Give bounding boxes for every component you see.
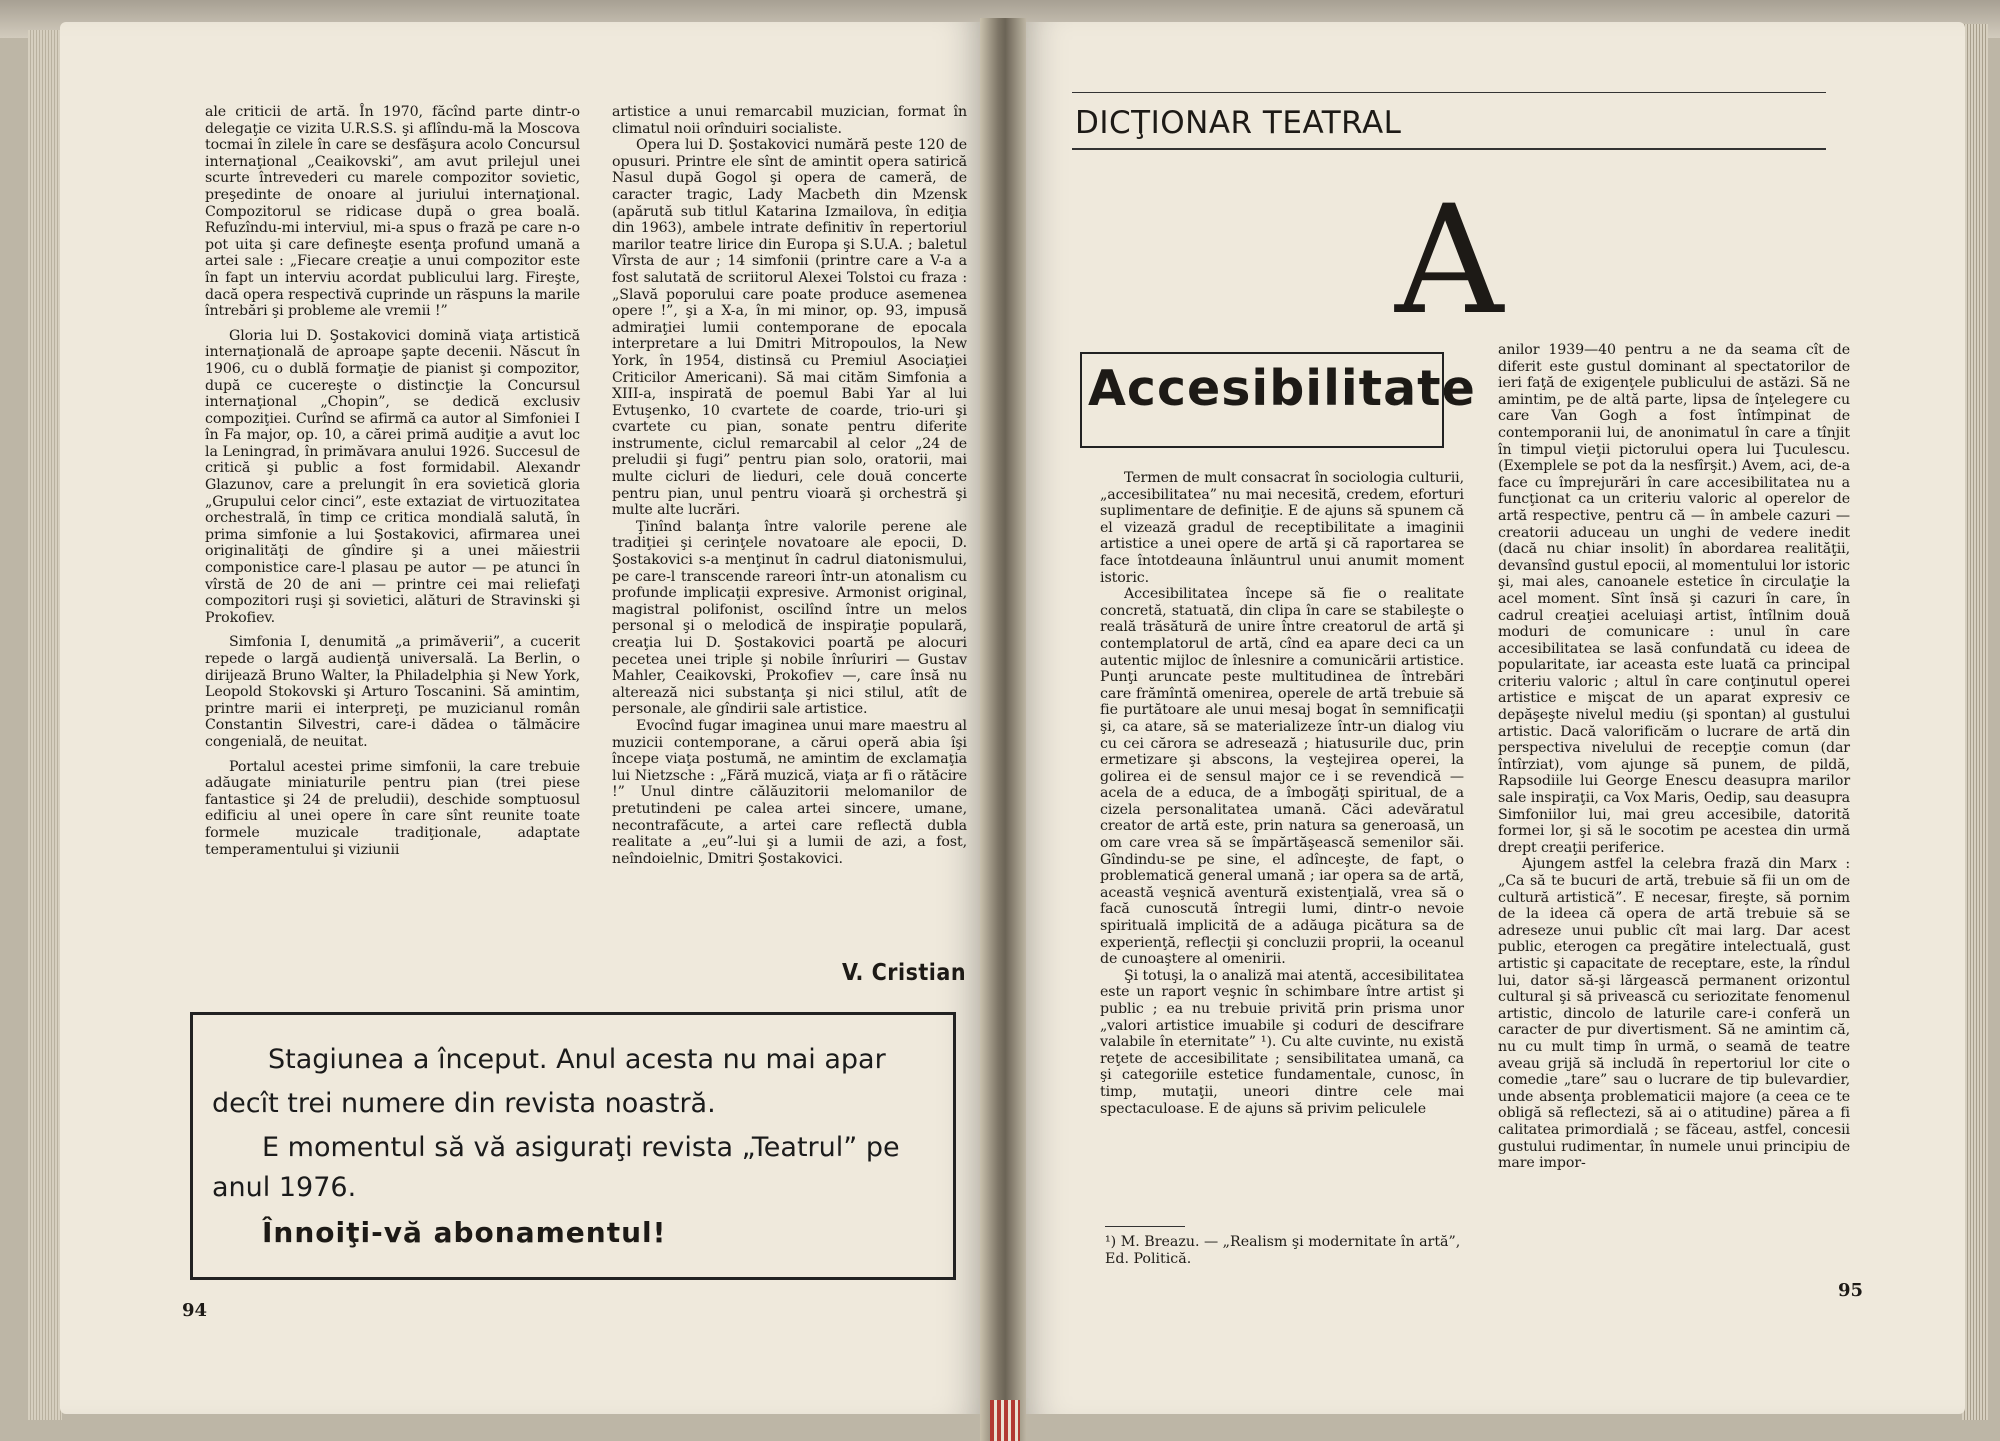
page-number-left: 94	[182, 1300, 208, 1321]
paragraph: Portalul acestei prime simfonii, la care trebuie adăugate miniaturile pentru pian (trei piese fantastice şi 24 de preludii), deschide somptuosul edificiu al unei opere în care sînt reunite toate formele muzicale tradiţionale, adaptate temperamentului şi viziunii	[205, 758, 580, 858]
page-number-right: 95	[1838, 1280, 1864, 1301]
right-column-1	[1100, 470, 1464, 1117]
paragraph: Accesibilitatea începe să fie o realitate concretă, statuată, din clipa în care se stabileşte o reală trăsătură de unire între creatorul de artă şi contemplatorul de artă, cînd ea apare deci ca un autentic mijloc de înlesnire a comunicării artistice. Punţi aruncate peste multitudinea de întrebări care frămîntă omenirea, operele de artă trebuie să fie purtătoare ale unui mesaj bogat în semnificaţii şi, ca atare, să se materializeze într-un dialog viu cu cei cărora se adresează ; hiatusurile duc, prin ermetizare şi abscons, la veştejirea operei, la golirea ei de sensul major ce i se revendică — acela de a educa, de a îmbogăţi spiritual, de a cizela personalitatea umană. Căci adevăratul creator de artă este, prin natura sa generoasă, un om care vrea să se împărtăşească semenilor săi. Gîndindu-se pe sine, el adînceşte, de fapt, o problematică general umană ; iar opera sa de artă, această veşnică aventură existenţială, vrea să o facă cunoscută întregii lumi, dintr-o nevoie spirituală implicită de a adăuga picătura sa de experienţă, reflecţii şi concluzii proprii, la oceanul de cunoaştere al omenirii.	[1100, 586, 1464, 968]
paragraph: Evocînd fugar imaginea unui mare maestru al muzicii contemporane, a cărui operă abia îşi începe viaţa postumă, ne amintim de exclamaţia lui Nietzsche : „Fără muzică, viaţa ar fi o rătăcire !” Unul dintre călăuzitorii melomanilor de pretutindeni pe calea artei sincere, umane, necontrafăcute, a artei care reflectă dubla realitate a „eu”-lui şi a lumii de azi, a fost, neîndoielnic, Dmitri Şostakovici.	[612, 717, 967, 867]
book-spine	[980, 18, 1026, 1441]
footnote: ¹) M. Breazu. — „Realism şi modernitate în artă”, Ed. Politică.	[1105, 1234, 1461, 1267]
ad-line-3: E momentul să vă asiguraţi revista „Teatrul” pe	[262, 1132, 900, 1163]
paragraph: artistice a unui remarcabil muzician, format în climatul noii orînduiri socialiste.	[612, 104, 967, 137]
footnote-rule	[1105, 1226, 1185, 1227]
left-column-2	[612, 104, 967, 867]
header-rule-bottom	[1072, 148, 1826, 150]
ad-line-1: Stagiunea a început. Anul acesta nu mai apar	[268, 1044, 886, 1075]
paragraph: Şi totuşi, la o analiză mai atentă, accesibilitatea este un raport veşnic în schimbare între artist şi public ; ea nu trebuie privită prin prisma unor „valori artistice imuabile şi coduri de descifrare valabile în eternitate” ¹). Cu alte cuvinte, nu există reţete de accesibilitate ; sensibilitatea umană, ca şi categoriile estetice fundamentale, cunosc, în timp, mutaţii, uneori dintre cele mai spectaculoase. E de ajuns să privim peliculele	[1100, 967, 1464, 1117]
paragraph: Simfonia I, denumită „a primăverii”, a cucerit repede o largă audienţă universală. La Berlin, o dirijează Bruno Walter, la Philadelphia şi New York, Leopold Stokovski şi Arturo Toscanini. Să amintim, printre marii ei interpreţi, pe muzicianul român Constantin Silvestri, care-i dădea o tălmăcire congenială, de neuitat.	[205, 634, 580, 750]
dictionary-letter: A	[1395, 174, 1504, 348]
right-page-edges	[1962, 24, 1988, 1420]
paragraph: Termen de mult consacrat în sociologia culturii, „accesibilitatea” nu mai necesită, credem, eforturi suplimentare de definiţie. E de ajuns să spunem că el vizează gradul de receptibilitate a imaginii artistice a unei opere de artă şi că raportarea se face întotdeauna înlăuntrul unui anumit moment istoric.	[1100, 470, 1464, 586]
spine-red-band	[990, 1400, 1020, 1441]
ad-line-2: decît trei numere din revista noastră.	[212, 1088, 716, 1119]
paragraph: Gloria lui D. Şostakovici domină viaţa artistică internaţională de aproape şapte decenii. Născut în 1906, cu o dublă formaţie de pianist şi compozitor, după ce cucereşte o distincţie la Concursul internaţional „Chopin”, se dedică exclusiv compoziţiei. Curînd se afirmă ca autor al Simfoniei I în Fa major, op. 10, a cărei primă audiţie a avut loc la Leningrad, în primăvara anului 1926. Succesul de critică şi public a fost formidabil. Alexandr Glazunov, care a prelungit în era sovietică gloria „Grupului celor cinci”, este extaziat de virtuozitatea orchestrală, în timp ce critica mondială salută, în prima simfonie a lui Şostakovici, afirmarea unei originalităţi de gîndire şi a unei măiestrii componistice care-l plasau pe autor — pe atunci în vîrstă de 20 de ani — printre cei mai reliefaţi compozitori ruşi şi sovietici, alături de Stravinski şi Prokofiev.	[205, 327, 580, 626]
paragraph: ale criticii de artă. În 1970, făcînd parte dintr-o delegaţie ce vizita U.R.S.S. şi aflîndu-mă la Moscova tocmai în zilele în care se desfăşura acolo Concursul internaţional „Ceaikovski”, am avut prilejul unei scurte întrevederi cu marele compozitor sovietic, preşedinte de onoare al juriului internaţional. Compozitorul se ridicase după o grea boală. Refuzîndu-mi interviul, mi-a spus o frază pe care n-o pot uita şi care defineşte esenţa profund umană a artei sale : „Fiecare creaţie a unui compozitor este în fapt un interviu acordat publicului larg. Fireşte, dacă opera respectivă cuprinde un răspuns la marile întrebări şi probleme ale vremii !”	[205, 104, 580, 320]
section-header: DICŢIONAR TEATRAL	[1075, 105, 1402, 141]
ad-call-to-action: Înnoiţi-vă abonamentul!	[262, 1216, 667, 1249]
paragraph: anilor 1939—40 pentru a ne da seama cît de diferit este gustul dominant al spectatorilor de ieri faţă de exigenţele publicului de astăzi. Să ne amintim, pe de altă parte, lipsa de înţelegere cu care Van Gogh a fost întîmpinat de contemporanii lui, de anonimatul în care a tînjit în timpul vieţii pictorului opera lui Ţuculescu. (Exemplele se pot da la nesfîrşit.) Avem, aci, de-a face cu împrejurări în care accesibilitatea nu a funcţionat ca un criteriu valoric al operelor de artă respective, pentru că — în ambele cazuri — creatorii aduceau un unghi de vedere inedit (dacă nu chiar insolit) în abordarea realităţii, devansînd gustul epocii, al momentului lor istoric şi, mai ales, canoanele estetice în circulaţie la acel moment. Sînt însă şi cazuri în care, în cadrul creaţiei aceluiaşi artist, întîlnim două moduri de comunicare : unul în care accesibilitatea se lasă confundată cu ideea de popularitate, iar aceasta este luată ca principal criteriu valoric ; altul în care conţinutul operei artistice e mişcat de un aparat expresiv ce depăşeşte nivelul mediu (şi spontan) al gustului artistic. Dacă valorificăm o lucrare de artă din perspectiva nivelului de recepţie comun (dar întîrziat), vom ajunge să punem, de pildă, Rapsodiile lui George Enescu deasupra marilor sale inspiraţii, ca Vox Maris, Oedip, sau deasupra Simfoniilor lui, mai greu accesibile, datorită formei lor, şi să le socotim pe acestea din urmă drept creaţii periferice.	[1498, 342, 1850, 856]
ad-line-4: anul 1976.	[212, 1172, 357, 1203]
header-rule-top	[1072, 92, 1826, 93]
paragraph: Opera lui D. Şostakovici numără peste 120 de opusuri. Printre ele sînt de amintit opera satirică Nasul după Gogol şi opera de cameră, de caracter tragic, Lady Macbeth din Mzensk (apărută sub titlul Katarina Izmailova, în ediţia din 1963), ambele intrate definitiv în repertoriul marilor teatre lirice din Europa şi S.U.A. ; baletul Vîrsta de aur ; 14 simfonii (printre care a V-a a fost salutată de scriitorul Alexei Tolstoi cu fraza : „Slavă poporului care poate produce asemenea opere !”, şi a X-a, în mi minor, op. 93, impusă admiraţiei lumii contemporane de epocala interpretare a lui Dmitri Mitropoulos, la New York, în 1954, distinsă cu Premiul Asociaţiei Criticilor Americani). Să mai cităm Simfonia a XIII-a, inspirată de poemul Babi Yar al lui Evtuşenko, 10 cvartete de coarde, trio-uri şi cvartete cu pian, sonate pentru diferite instrumente, ciclul remarcabil al celor „24 de preludii şi fugi” pentru pian solo, oratorii, mai multe cicluri de lieduri, cele două concerte pentru pian, unul pentru vioară şi orchestră şi multe alte lucrări.	[612, 137, 967, 519]
author-signature: V. Cristian	[842, 960, 967, 986]
left-column-1	[205, 104, 580, 858]
paragraph: Ajungem astfel la celebra frază din Marx : „Ca să te bucuri de artă, trebuie să fii un om de cultură artistică”. E necesar, fireşte, să pornim de la ideea că opera de artă trebuie să se adreseze unui public cît mai larg. Dar acest public, eterogen ca pregătire intelectuală, gust artistic şi capacitate de receptare, este, la rîndul lui, dator să-şi lărgească permanent orizontul cultural şi să privească cu seriozitate fenomenul artistic, dincolo de laturile care-i conferă un caracter de pur divertisment. Să ne amintim că, nu cu mult timp în urmă, o seamă de teatre aveau grijă să includă în repertoriul lor cite o comedie „tare” sau o lucrare de tip bulevardier, unde absenţa problematicii majore (a ceea ce te obligă să reflectezi, să ai o atitudine) părea a fi calitatea primordială ; se făceau, astfel, concesii gustului rudimentar, în numele unui principiu de mare impor-	[1498, 856, 1850, 1172]
entry-title: Accesibilitate	[1088, 360, 1476, 417]
right-column-2	[1498, 342, 1850, 1172]
paragraph: Ţinînd balanţa între valorile perene ale tradiţiei şi cerinţele novatoare ale epocii, D. Şostakovici s-a menţinut în cadrul diatonismului, pe care-l transcende rareori într-un atonalism cu profunde implicaţii expresive. Armonist original, magistral polifonist, oscilînd între un melos personal şi o melodică de inspiraţie populară, creaţia lui D. Şostakovici poartă pe alocuri pecetea unei triple şi nobile înrîuriri — Gustav Mahler, Ceaikovski, Prokofiev —, care însă nu alterează nici substanţa şi nici stilul, atît de personale, ale gîndirii sale artistice.	[612, 518, 967, 718]
left-page-edges	[28, 30, 62, 1420]
